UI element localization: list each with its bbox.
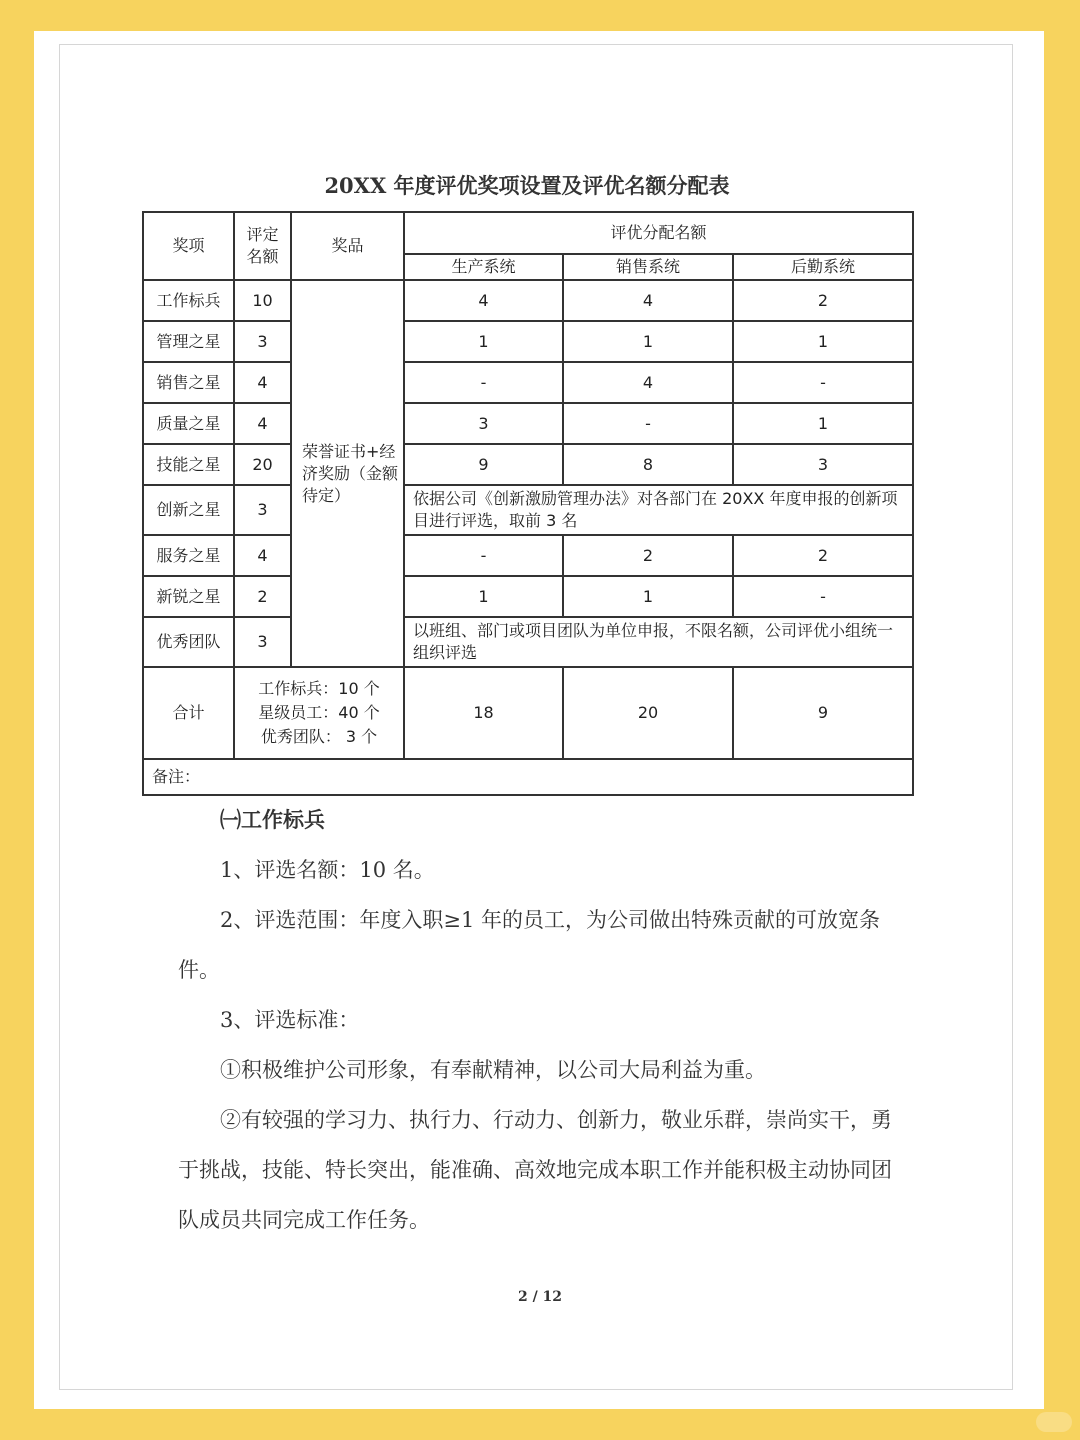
table-title: 20XX 年度评优奖项设置及评优名额分配表 xyxy=(324,173,730,198)
paragraph: 2、评选范围：年度入职≥1 年的员工，为公司做出特殊贡献的可放宽条件。 xyxy=(178,908,880,982)
logistics-count: 1 xyxy=(733,403,913,444)
award-quota: 20 xyxy=(234,444,291,485)
total-line: 星级员工：40 个 xyxy=(258,703,380,722)
total-line: 工作标兵：10 个 xyxy=(258,679,380,698)
page-number: 2 / 12 xyxy=(517,1289,563,1305)
total-summary xyxy=(234,667,404,759)
award-name: 新锐之星 xyxy=(143,576,234,617)
table-row xyxy=(143,321,913,362)
paragraph: ②有较强的学习力、执行力、行动力、创新力，敬业乐群，崇尚实干，勇于挑战，技能、特长突出，能准确、高效地完成本职工作并能积极主动协同团队成员共同完成工作任务。 xyxy=(178,1108,892,1232)
award-name: 优秀团队 xyxy=(143,617,234,667)
logistics-count: 1 xyxy=(733,321,913,362)
table-row xyxy=(143,617,913,667)
production-count: 1 xyxy=(404,321,563,362)
logistics-count: - xyxy=(733,362,913,403)
award-quota: 3 xyxy=(234,321,291,362)
remark-cell: 备注： xyxy=(143,759,913,795)
header-row xyxy=(143,212,913,254)
remark-row xyxy=(143,759,913,795)
total-line: 优秀团队： 3 个 xyxy=(260,727,378,746)
award-quota: 4 xyxy=(234,403,291,444)
section-body xyxy=(178,795,902,1245)
total-logistics: 9 xyxy=(733,667,913,759)
header-sales: 销售系统 xyxy=(563,254,733,280)
section-heading: ㈠工作标兵 xyxy=(220,807,325,832)
allocation-note: 以班组、部门或项目团队为单位申报，不限名额，公司评优小组统一组织评选 xyxy=(404,617,913,667)
award-quota: 4 xyxy=(234,535,291,576)
sales-count: 1 xyxy=(563,576,733,617)
header-award: 奖项 xyxy=(143,212,234,280)
total-label: 合计 xyxy=(143,667,234,759)
corner-badge xyxy=(1036,1412,1072,1432)
prize-cell: 荣誉证书+经济奖励（金额待定） xyxy=(291,280,404,667)
award-name: 销售之星 xyxy=(143,362,234,403)
total-production: 18 xyxy=(404,667,563,759)
logistics-count: 2 xyxy=(733,535,913,576)
paragraph: 3、评选标准： xyxy=(220,1008,360,1032)
header-production: 生产系统 xyxy=(404,254,563,280)
allocation-note: 依据公司《创新激励管理办法》对各部门在 20XX 年度申报的创新项目进行评选，取前 3 名 xyxy=(404,485,913,535)
sales-count: 4 xyxy=(563,280,733,321)
header-logistics: 后勤系统 xyxy=(733,254,913,280)
paragraph: ①积极维护公司形象，有奉献精神，以公司大局利益为重。 xyxy=(220,1058,766,1082)
table-row xyxy=(143,485,913,535)
header-allocation: 评优分配名额 xyxy=(404,212,913,254)
award-allocation-table xyxy=(142,211,914,796)
table-row xyxy=(143,576,913,617)
award-quota: 4 xyxy=(234,362,291,403)
award-quota: 3 xyxy=(234,485,291,535)
sales-count: 4 xyxy=(563,362,733,403)
total-row xyxy=(143,667,913,759)
production-count: - xyxy=(404,535,563,576)
award-name: 技能之星 xyxy=(143,444,234,485)
table-row xyxy=(143,535,913,576)
logistics-count: - xyxy=(733,576,913,617)
production-count: 1 xyxy=(404,576,563,617)
production-count: 3 xyxy=(404,403,563,444)
award-quota: 3 xyxy=(234,617,291,667)
table-row xyxy=(143,444,913,485)
award-name: 工作标兵 xyxy=(143,280,234,321)
award-name: 质量之星 xyxy=(143,403,234,444)
sales-count: 8 xyxy=(563,444,733,485)
logistics-count: 2 xyxy=(733,280,913,321)
paragraph: 1、评选名额：10 名。 xyxy=(220,858,435,882)
award-quota: 10 xyxy=(234,280,291,321)
logistics-count: 3 xyxy=(733,444,913,485)
table-row xyxy=(143,362,913,403)
table-row xyxy=(143,403,913,444)
sales-count: 2 xyxy=(563,535,733,576)
award-name: 管理之星 xyxy=(143,321,234,362)
sales-count: 1 xyxy=(563,321,733,362)
production-count: 4 xyxy=(404,280,563,321)
production-count: 9 xyxy=(404,444,563,485)
sales-count: - xyxy=(563,403,733,444)
award-name: 创新之星 xyxy=(143,485,234,535)
award-name: 服务之星 xyxy=(143,535,234,576)
production-count: - xyxy=(404,362,563,403)
table-row xyxy=(143,280,913,321)
header-quota: 评定名额 xyxy=(234,212,291,280)
award-quota: 2 xyxy=(234,576,291,617)
total-sales: 20 xyxy=(563,667,733,759)
header-prize: 奖品 xyxy=(291,212,404,280)
